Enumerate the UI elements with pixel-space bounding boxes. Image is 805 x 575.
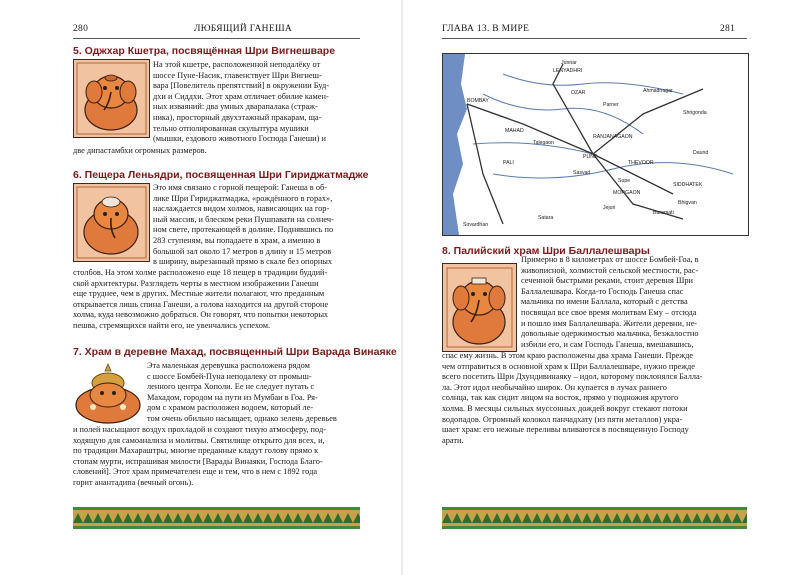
map-label: Baramati [653,210,674,216]
page-number-right: 281 [720,24,736,34]
text-line: вара [Повелитель препятствий] в окружении Буд- [153,81,330,91]
text-line: в ширину, вырезанный прямо в скале без опорных [153,257,333,267]
ganesha-figure-varada-vinayaka [73,361,143,426]
text-line: горит анантадипа (вечный огонь). [73,477,194,487]
text-line: Примерно в 8 километрах от шоссе Бомбей-Гоа, в [521,255,699,264]
text-line: всего посетить Шри Дхундивинаяку – идол, которому поклонялся Балла- [442,372,703,382]
text-line: Эта маленькая деревушка расположена рядом [147,361,310,370]
text-line: чем отправиться в основной храм к Шри Баллалешваре, нужно прежде [442,361,695,371]
text-line: (мышки, ездового животного Господа Ганеши) и [153,134,326,144]
text-line: ный массив, и блеском реки Пушпавати на солнеч- [153,214,334,224]
map-label: PUNE [583,154,598,160]
text-line: избили его, и сам Господь Ганеша, вмешавшись, [521,339,694,349]
text-line: живописной, холмистой сельской местности, рас- [521,265,699,275]
map-label: SIDDHATEK [673,182,703,188]
text-line: шает храм: его нежные переливы вливаются в посвященную Господу [442,425,689,435]
decorative-border-right [442,507,747,529]
text-line: столбов. На этом холме расположено еще 18 пещер в традиции буддий- [73,268,328,277]
header-rule-left [73,38,360,39]
section-8-title: 8. Палийский храм Шри Баллалешвары [442,245,650,257]
map-label: Sirvardhan [463,222,489,228]
section-7-text-full [73,425,360,489]
section-5-text-full [73,146,360,157]
map-label: Ahmadnagar [643,88,673,94]
map-label: RANJANAGAON [593,134,633,140]
running-head-right: ГЛАВА 13. В МИРЕ [442,24,530,34]
text-line: ходящую для самоанализа и молитвы. Святилище открыто для всех, и, [73,435,325,445]
text-line: открывается лишь спина Ганеши, а голова находится на другой стороне [73,299,329,309]
text-line: Баллалешвара. Когда-то Господь Ганеша спас [521,286,684,296]
text-line: На этой кшетре, расположенной неподалёку от [153,60,321,69]
text-line: том очень обильно насыщает, однако зелень деревьев [147,413,337,423]
text-line: с шоссе Бомбей-Пуна неподалеку от промыш- [147,371,312,381]
map-label: Daund [693,150,709,156]
text-line: и полей насыщают воздух прохладой и создают тихую атмосферу, под- [73,425,326,434]
text-line: дхи и Сиддхи. Этот храм отличает обилие камен- [153,91,329,101]
text-line: сеченной быстрыми реками, стоит деревня Шри [521,276,694,286]
text-line: довольные одержимостью мальчика, безжалостно [521,329,699,339]
text-line: стопам мурти, испрашивая милости [Варады Винаяки, Господа Благо- [73,456,323,466]
section-7-title: 7. Храм в деревне Махад, посвященный Шри Варада Винаяке [73,346,397,358]
map-label: MORGAON [613,190,641,196]
text-line: холма. В месяцы сильных муссонных дождей вокруг стекают потоки [442,403,688,413]
text-line: еще труднее, чем в других. Местные жители полагают, что преданным [73,289,325,299]
ganesha-figure-girijatmaja [73,183,150,262]
text-line: солнца, так как сидит лицом на восток, прямо у подножия крутого [442,393,679,403]
map-label: OZAR [571,90,586,96]
map-label: Talegaon [533,140,555,146]
map-label: THEVOOR [628,160,654,166]
map-label: Supe [618,178,631,184]
map-label: MAHAD [505,128,524,134]
text-line: ской архитектуры. Разглядеть черты в местном изображении Ганеши [73,278,319,288]
decorative-border-left [73,507,360,529]
map-label: LENYADHRI [553,68,583,74]
text-line: арати. [442,435,464,445]
text-line: 283 ступеням, вы попадаете в храм, а именно в [153,235,321,245]
ganesha-figure-ballaleshwar [442,263,517,352]
ganesha-figure-vigneshwara [73,59,150,138]
section-6-text-full [73,268,360,332]
text-line: две дипастамбхи огромных размеров. [73,146,207,155]
map-label: Shrigonda [683,110,707,116]
text-line: по традиции Махараштры, многие преданные кладут голову прямо к [73,446,319,456]
section-8-text-wrap [521,255,747,350]
section-7-text-wrap [147,361,360,425]
text-line: словений]. Этот храм примечателен еще и тем, что в нем с 1892 года [73,467,318,477]
text-line: спас ему жизнь. В этом краю расположены два храма Ганеши. Прежде [442,351,694,360]
text-line: пешва, стремящихся найти его, не увенчались успехом. [73,320,271,330]
text-line: Это имя связано с горной пещерой: Ганеша в об- [153,183,328,192]
text-line: ном свете, протекающей в долине. Поднявшись по [153,225,334,235]
map-label: Parner [603,102,619,108]
map-label: BOMBAY [467,98,489,104]
map-label: Satara [538,215,554,221]
text-line: большой зал около 17 метров в длину и 15 метров [153,246,332,256]
text-line: тельно отполированная скульптура мушики [153,123,309,133]
section-8-text-full [442,351,747,446]
section-5-title: 5. Оджхар Кшетра, посвящённая Шри Вигнешваре [73,45,336,57]
header-rule-right [442,38,747,39]
text-line: ника), просторный двухэтажный пракарам, ща- [153,112,322,122]
text-line: наслаждается видом холмов, нависающих на гор- [153,204,330,214]
running-head-left: ЛЮБЯЩИЙ ГАНЕША [194,24,292,34]
map-label: Junnar [561,60,577,66]
section-5-text-wrap [153,60,360,145]
text-line: ла. Этот идол необычайно широк. Он купается в лучах раннего [442,382,667,392]
text-line: холма, куда невозможно добраться. Он говорят, что попытки некоторых [73,310,329,320]
text-line: мальчика по имени Баллала, который с детства [521,297,688,307]
map-label: Sasvad [573,170,591,176]
map-label: Bhigvan [678,200,697,206]
section-6-text-wrap [153,183,360,268]
map-label: PALI [503,160,514,166]
page-number-left: 280 [73,24,89,34]
text-line: ных изваяний: два умных дварапалака (страж- [153,102,318,112]
text-line: посвящал все свое время молитвам Ему – отсюда [521,307,697,317]
text-line: дом с храмом расположен водоем, который ле- [147,403,314,413]
text-line: водопадов. Огромный колокол панчадхату (из пяти металлов) укра- [442,414,683,424]
left-page [0,0,402,575]
text-line: лике Шри Гириджатмаджа, «рождённого в горах», [153,193,333,203]
maharashtra-map [442,53,749,236]
map-label: Jejuri [603,205,616,211]
text-line: шоссе Пуне-Насик, главенствует Шри Вигнеш- [153,70,322,80]
text-line: ленного центра Хополи. Ее не следует путать с [147,382,315,392]
text-line: и пошло имя Баллалешвара. Жители деревни, не- [521,318,698,328]
section-6-title: 6. Пещера Леньядри, посвященная Шри Гириджатмадже [73,169,369,181]
text-line: Махадом, городом на пути из Мумбаи в Гоа. Ря- [147,392,318,402]
